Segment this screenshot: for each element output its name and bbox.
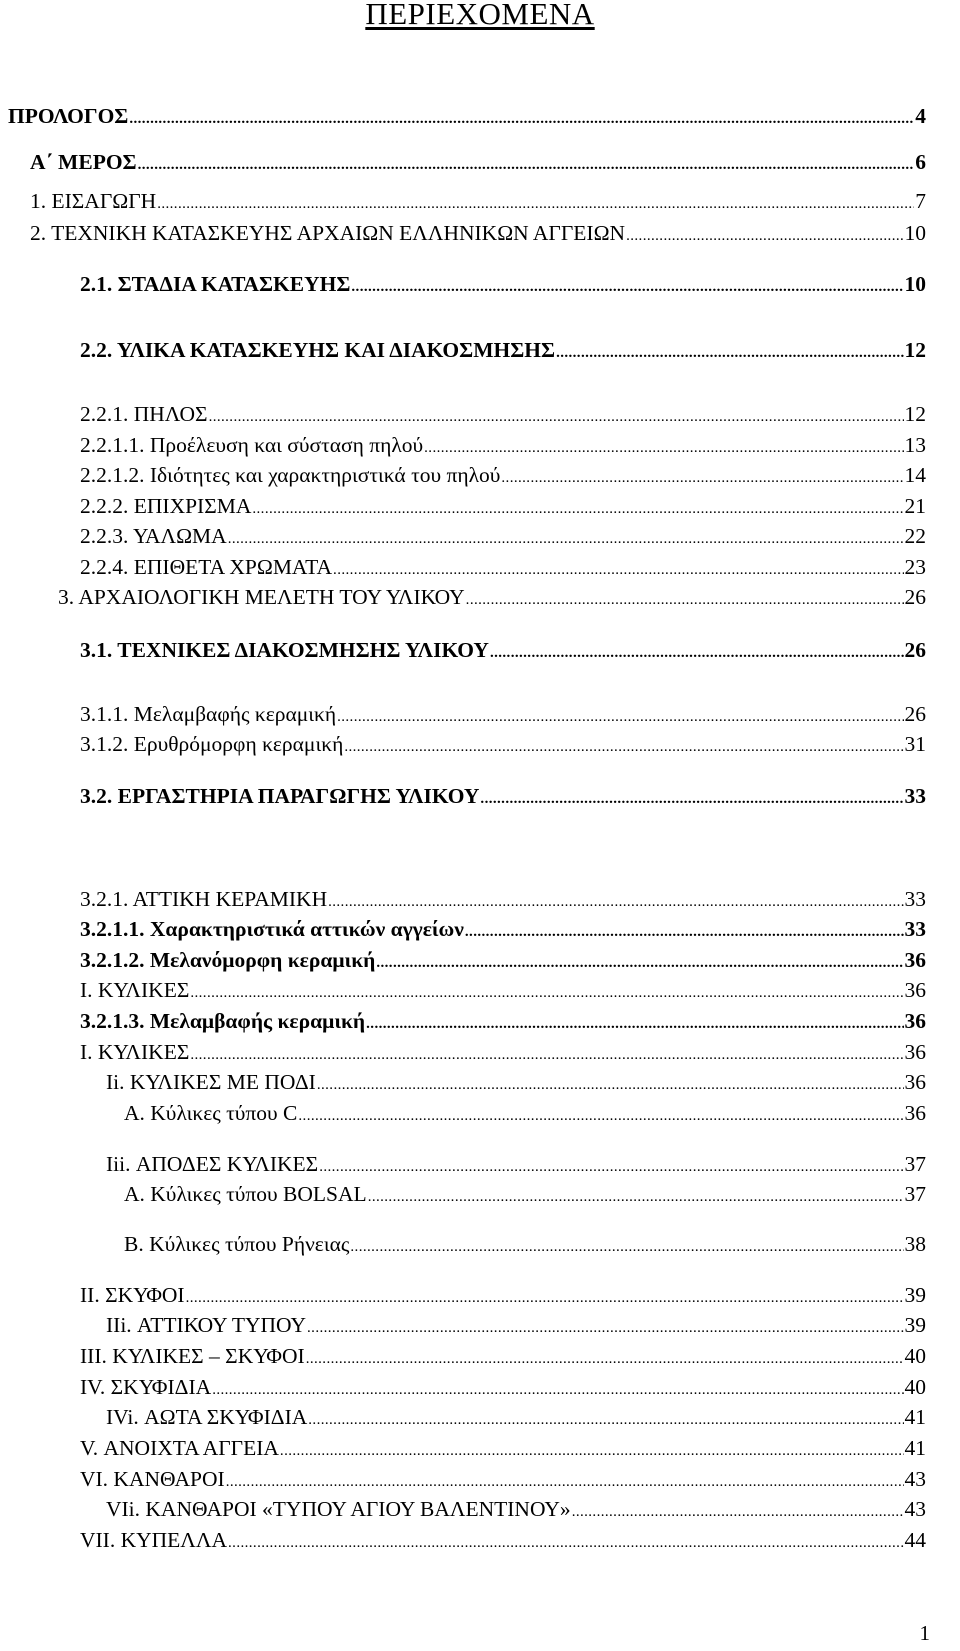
toc-label: Ι. ΚΥΛΙΚΕΣ [80,978,190,1002]
toc-entry[interactable] [106,1404,926,1430]
toc-entry[interactable] [80,1282,926,1308]
leader-dots [280,1438,904,1464]
toc-entry[interactable] [80,886,926,912]
leader-dots [228,526,904,552]
toc-label: IV. ΣΚΥΦΙΔΙΑ [80,1375,212,1399]
toc-entry[interactable] [80,916,926,942]
toc-entry[interactable] [80,401,926,427]
toc-page: 36 [904,948,926,972]
toc-entry[interactable] [80,1527,926,1553]
toc-entry[interactable] [80,493,926,519]
leader-dots [252,496,903,522]
toc-entry[interactable] [80,1466,926,1492]
toc-label: 2. ΤΕΧΝΙΚΗ ΚΑΤΑΣΚΕΥΗΣ ΑΡΧΑΙΩΝ ΕΛΛΗΝΙΚΩΝ ΑΓΓΕΙΩΝ [30,221,626,245]
leader-dots [226,1469,904,1495]
toc-label: ΙΙ. ΣΚΥΦΟΙ [80,1283,185,1307]
toc-page: 44 [904,1528,926,1552]
toc-entry[interactable] [80,1435,926,1461]
leader-dots [308,1407,903,1433]
toc-entry[interactable] [124,1231,926,1257]
toc-entry[interactable] [80,637,926,663]
toc-page: 10 [904,272,926,296]
toc-page: 38 [904,1232,926,1256]
toc-entry[interactable] [30,188,926,214]
leader-dots [572,1499,904,1525]
toc-label: 2.2.4. ΕΠΙΘΕΤΑ ΧΡΩΜΑΤΑ [80,555,333,579]
toc-entry[interactable] [80,1008,926,1034]
toc-page: 10 [904,221,926,245]
toc-label: 2.2.1.1. Προέλευση και σύσταση πηλού [80,433,424,457]
toc-label: 3.2.1. ΑΤΤΙΚΗ ΚΕΡΑΜΙΚΗ [80,887,328,911]
leader-dots [351,274,903,300]
toc-entry[interactable] [106,1151,926,1177]
toc-page: 26 [904,638,926,662]
toc-page: 12 [904,338,926,362]
toc-entry[interactable] [80,462,926,488]
toc-entry[interactable] [106,1312,926,1338]
leader-dots [490,640,904,666]
toc-label: 3. ΑΡΧΑΙΟΛΟΓΙΚΗ ΜΕΛΕΤΗ ΤΟΥ ΥΛΙΚΟΥ [58,585,465,609]
toc-label: 3.2. ΕΡΓΑΣΤΗΡΙΑ ΠΑΡΑΓΩΓΗΣ ΥΛΙΚΟΥ [80,784,480,808]
toc-label: ΠΡΟΛΟΓΟΣ [8,104,129,128]
toc-label: VI. ΚΑΝΘΑΡΟΙ [80,1467,225,1491]
toc-label: 2.2.2. ΕΠΙΧΡΙΣΜΑ [80,494,252,518]
toc-entry[interactable] [124,1100,926,1126]
leader-dots [317,1072,904,1098]
toc-page: 12 [904,402,926,426]
leader-dots [344,734,903,760]
leader-dots [466,587,904,613]
toc-page: 36 [904,1009,926,1033]
leader-dots [424,435,903,461]
toc-page: 41 [904,1405,926,1429]
toc-entry[interactable] [58,584,926,610]
toc-entry[interactable] [80,337,926,363]
toc-entry[interactable] [106,1069,926,1095]
toc-page: 31 [904,732,926,756]
toc-page: 26 [904,585,926,609]
toc-page: 33 [904,784,926,808]
toc-label: IVi. ΑΩΤΑ ΣΚΥΦΙΔΙΑ [106,1405,308,1429]
leader-dots [501,465,903,491]
toc-label: IIi. ΑΤΤΙΚΟΥ ΤΥΠΟΥ [106,1313,307,1337]
toc-entry[interactable] [80,1343,926,1369]
page-number: 1 [919,1621,930,1645]
toc-entry[interactable] [80,1374,926,1400]
toc-label: 3.2.1.1. Χαρακτηριστικά αττικών αγγείων [80,917,464,941]
leader-dots [376,950,903,976]
toc-entry[interactable] [124,1181,926,1207]
toc-label: V. ΑΝΟΙΧΤΑ ΑΓΓΕΙΑ [80,1436,279,1460]
toc-label: 2.2.1.2. Ιδιότητες και χαρακτηριστικά του πηλού [80,463,501,487]
toc-label: Ii. ΚΥΛΙΚΕΣ ΜΕ ΠΟΔΙ [106,1070,316,1094]
toc-page: 36 [904,1101,926,1125]
toc-page: 36 [904,978,926,1002]
toc-entry[interactable] [80,783,926,809]
toc-label: 2.2. ΥΛΙΚΑ ΚΑΤΑΣΚΕΥΗΣ ΚΑΙ ΔΙΑΚΟΣΜΗΣΗΣ [80,338,556,362]
page-title: ΠΕΡΙΕΧΟΜΕΝΑ [365,0,595,31]
leader-dots [465,919,904,945]
toc-label: Α. Κύλικες τύπου BOLSAL [124,1182,367,1206]
toc-entry[interactable] [80,701,926,727]
toc-entry[interactable] [80,554,926,580]
toc-label: Ι. ΚΥΛΙΚΕΣ [80,1040,190,1064]
leader-dots [350,1234,903,1260]
toc-page: 39 [904,1283,926,1307]
leader-dots [368,1184,904,1210]
toc-page: 41 [904,1436,926,1460]
toc-page: 6 [915,150,926,174]
toc-page: 22 [904,524,926,548]
leader-dots [228,1530,903,1556]
toc-entry[interactable] [80,977,926,1003]
toc-label: Α. Κύλικες τύπου C [124,1101,298,1125]
leader-dots [480,786,903,812]
toc-label: VIi. ΚΑΝΘΑΡΟΙ «ΤΥΠΟΥ ΑΓΙΟΥ ΒΑΛΕΝΤΙΝΟΥ» [106,1497,571,1521]
leader-dots [337,704,903,730]
leader-dots [556,340,903,366]
toc-entry[interactable] [80,731,926,757]
toc-page: 43 [904,1467,926,1491]
toc-page: 7 [915,189,926,213]
toc-page: 43 [904,1497,926,1521]
toc-page: 40 [904,1344,926,1368]
toc-page: 13 [904,433,926,457]
toc-entry[interactable] [80,1039,926,1065]
toc-page: 33 [904,887,926,911]
toc-entry[interactable] [80,432,926,458]
leader-dots [626,223,903,249]
leader-dots [129,106,914,132]
toc-page: 26 [904,702,926,726]
leader-dots [190,1042,903,1068]
toc-entry[interactable] [8,103,926,129]
toc-entry[interactable] [80,271,926,297]
leader-dots [298,1103,903,1129]
toc-page: 36 [904,1070,926,1094]
toc-label: ΙΙΙ. ΚΥΛΙΚΕΣ – ΣΚΥΦΟΙ [80,1344,305,1368]
leader-dots [209,404,904,430]
toc-page: 39 [904,1313,926,1337]
toc-label: 1. ΕΙΣΑΓΩΓΗ [30,189,157,213]
leader-dots [333,557,903,583]
toc-page: 37 [904,1182,926,1206]
toc-entry[interactable] [106,1496,926,1522]
toc-label: 3.1. ΤΕΧΝΙΚΕΣ ΔΙΑΚΟΣΜΗΣΗΣ ΥΛΙΚΟΥ [80,638,489,662]
toc-label: Iii. ΑΠΟΔΕΣ ΚΥΛΙΚΕΣ [106,1152,319,1176]
toc-page: 36 [904,1040,926,1064]
leader-dots [306,1346,904,1372]
toc-page: 14 [904,463,926,487]
toc-page: 40 [904,1375,926,1399]
toc-label: Β. Κύλικες τύπου Ρήνειας [124,1232,350,1256]
toc-page: 37 [904,1152,926,1176]
toc-entry[interactable] [80,523,926,549]
leader-dots [186,1285,904,1311]
leader-dots [138,152,915,178]
leader-dots [366,1011,903,1037]
toc-label: 3.2.1.2. Μελανόμορφη κεραμική [80,948,376,972]
toc-entry[interactable] [30,220,926,246]
leader-dots [190,980,903,1006]
toc-label: VII. ΚΥΠΕΛΛΑ [80,1528,228,1552]
leader-dots [319,1154,903,1180]
toc-entry[interactable] [30,149,926,175]
leader-dots [212,1377,903,1403]
toc-label: 2.1. ΣΤΑΔΙΑ ΚΑΤΑΣΚΕΥΗΣ [80,272,351,296]
toc-entry[interactable] [80,947,926,973]
toc-label: 2.2.1. ΠΗΛΟΣ [80,402,208,426]
toc-page: 21 [904,494,926,518]
toc-label: 3.1.2. Ερυθρόμορφη κεραμική [80,732,344,756]
leader-dots [328,889,903,915]
toc-page: 33 [904,917,926,941]
toc-label: 3.2.1.3. Μελαμβαφής κεραμική [80,1009,366,1033]
toc-label: 2.2.3. ΥΑΛΩΜΑ [80,524,227,548]
toc-label: 3.1.1. Μελαμβαφής κεραμική [80,702,337,726]
toc-label: Α΄ ΜΕΡΟΣ [30,150,137,174]
toc-page: 4 [915,104,926,128]
toc-page: 23 [904,555,926,579]
leader-dots [157,191,914,217]
leader-dots [307,1315,903,1341]
